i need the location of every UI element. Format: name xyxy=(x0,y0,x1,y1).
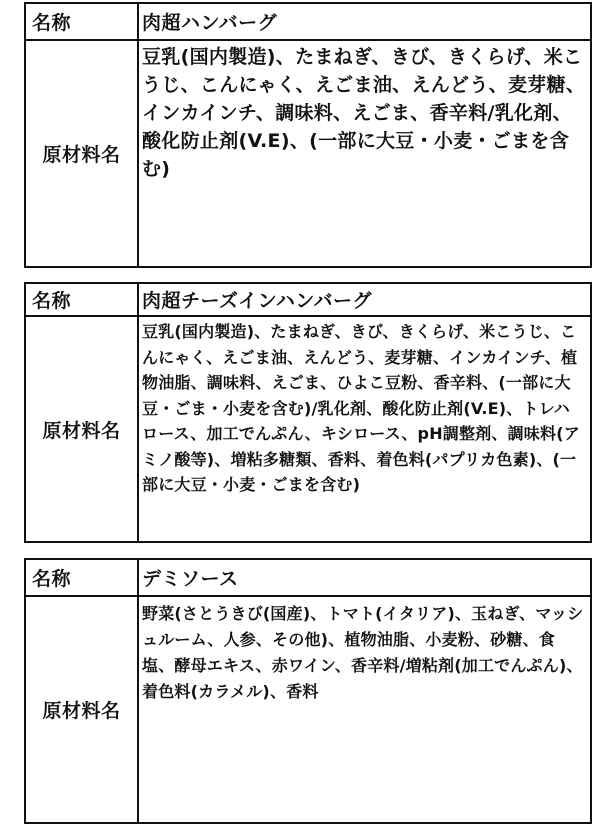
ingredient-table-demi-sauce xyxy=(24,558,592,824)
ingredients-label: 原材料名 xyxy=(26,597,139,822)
name-label: 名称 xyxy=(26,4,139,41)
ingredients-label: 原材料名 xyxy=(26,317,139,541)
ingredients-text: 豆乳(国内製造)、たまねぎ、きび、きくらげ、米こうじ、こんにゃく、えごま油、えんどう、麦芽糖、インカインチ、調味料、えごま、香辛料/乳化剤、酸化防止剤(V.E)、(一部に大豆・小麦・ごまを含む) xyxy=(142,46,586,180)
ingredient-table-hamburg xyxy=(24,2,592,268)
ingredients-label: 原材料名 xyxy=(26,41,139,266)
product-name: 肉超チーズインハンバーグ xyxy=(139,284,590,317)
name-label: 名称 xyxy=(26,284,139,317)
name-label: 名称 xyxy=(26,560,139,597)
product-name: 肉超ハンバーグ xyxy=(139,4,590,41)
ingredient-table-cheese-hamburg xyxy=(24,282,592,543)
product-name: デミソース xyxy=(139,560,590,597)
ingredients-text: 野菜(さとうきび(国産)、トマト(イタリア)、玉ねぎ、マッシュルーム、人参、その他)、植物油脂、小麦粉、砂糖、食塩、酵母エキス、赤ワイン、香辛料/増粘剤(加工でんぷん)、着色料(カラメル)、香料 xyxy=(142,604,584,701)
ingredients-text: 豆乳(国内製造)、たまねぎ、きび、きくらげ、米こうじ、こんにゃく、えごま油、えんどう、麦芽糖、インカインチ、植物油脂、調味料、えごま、ひよこ豆粉、香辛料、(一部に大豆・ごま・小麦を含む)/乳化剤、酸化防止剤(V.E)、トレハロース、加工でんぷん、キシロース、pH調整剤、調味料(アミノ酸等)、増粘多糖類、香料、着色料(パプリカ色素)、(一部に大豆・小麦・ごまを含む) xyxy=(142,322,580,494)
